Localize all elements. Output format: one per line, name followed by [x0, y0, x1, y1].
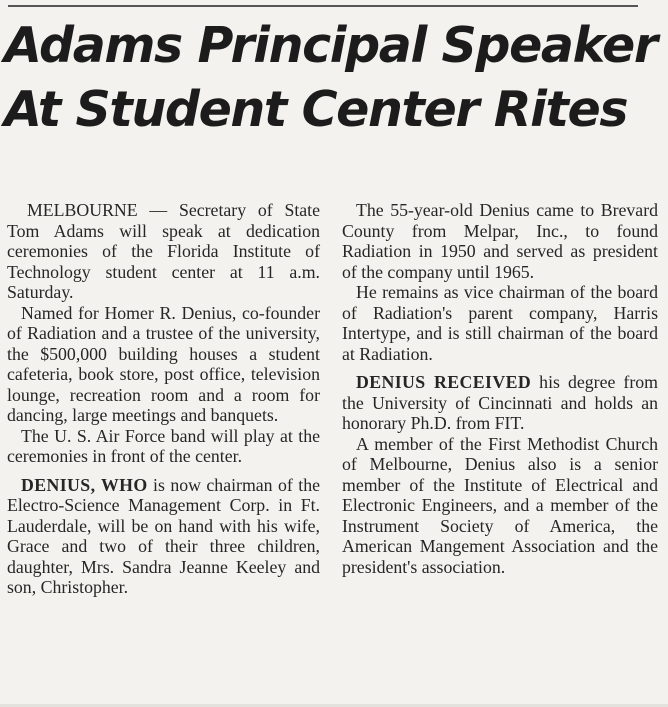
left-column	[7, 200, 320, 598]
paragraph-text: The 55-year-old Denius came to Brevard County from Melpar, Inc., to found Radiation in 1950 and served as president of the company until 1965.	[342, 200, 658, 282]
paragraph	[342, 434, 658, 578]
paragraph-text: MELBOURNE — Secretary of State Tom Adams will speak at dedication ceremonies of the Florida Institute of Technology student center at 11 a.m. Saturday.	[7, 200, 320, 302]
paragraph-text: He remains as vice chairman of the board of Radiation's parent company, Harris Intertype, and is still chairman of the board at Radiation.	[342, 282, 658, 364]
paragraph	[7, 426, 320, 467]
paragraph-text: A member of the First Methodist Church of Melbourne, Denius also is a senior member of the Institute of Electrical and Electronic Engineers, and a member of the Instrument Society of America, the American Mangement Association and the president's association.	[342, 433, 658, 577]
top-rule	[8, 5, 638, 7]
headline: Adams Principal Speaker At Student Center Rites	[4, 17, 657, 138]
paragraph	[342, 200, 658, 282]
paragraph-text: Named for Homer R. Denius, co-founder of Radiation and a trustee of the university, the $500,000 building houses a student cafeteria, book store, post office, television lounge, recreation room and a room for dancing, large meetings and banquets.	[7, 302, 320, 425]
paragraph	[7, 303, 320, 426]
paragraph-subhead	[342, 372, 658, 434]
paragraph-text: is now chairman of the Electro-Science Management Corp. in Ft. Lauderdale, will be on hand with his wife, Grace and two of their three children, daughter, Mrs. Sandra Jeanne Keeley and son, Christopher.	[7, 474, 320, 597]
paragraph-text: his degree from the University of Cincinnati and holds an honorary Ph.D. from FIT.	[342, 372, 658, 433]
paragraph-subhead	[7, 475, 320, 598]
lead-in: DENIUS RECEIVED	[356, 372, 532, 392]
paragraph-text: The U. S. Air Force band will play at the ceremonies in front of the center.	[7, 425, 320, 466]
paragraph-dateline	[7, 200, 320, 303]
lead-in: DENIUS, WHO	[21, 474, 148, 495]
right-column	[342, 200, 658, 577]
paragraph	[342, 282, 658, 364]
